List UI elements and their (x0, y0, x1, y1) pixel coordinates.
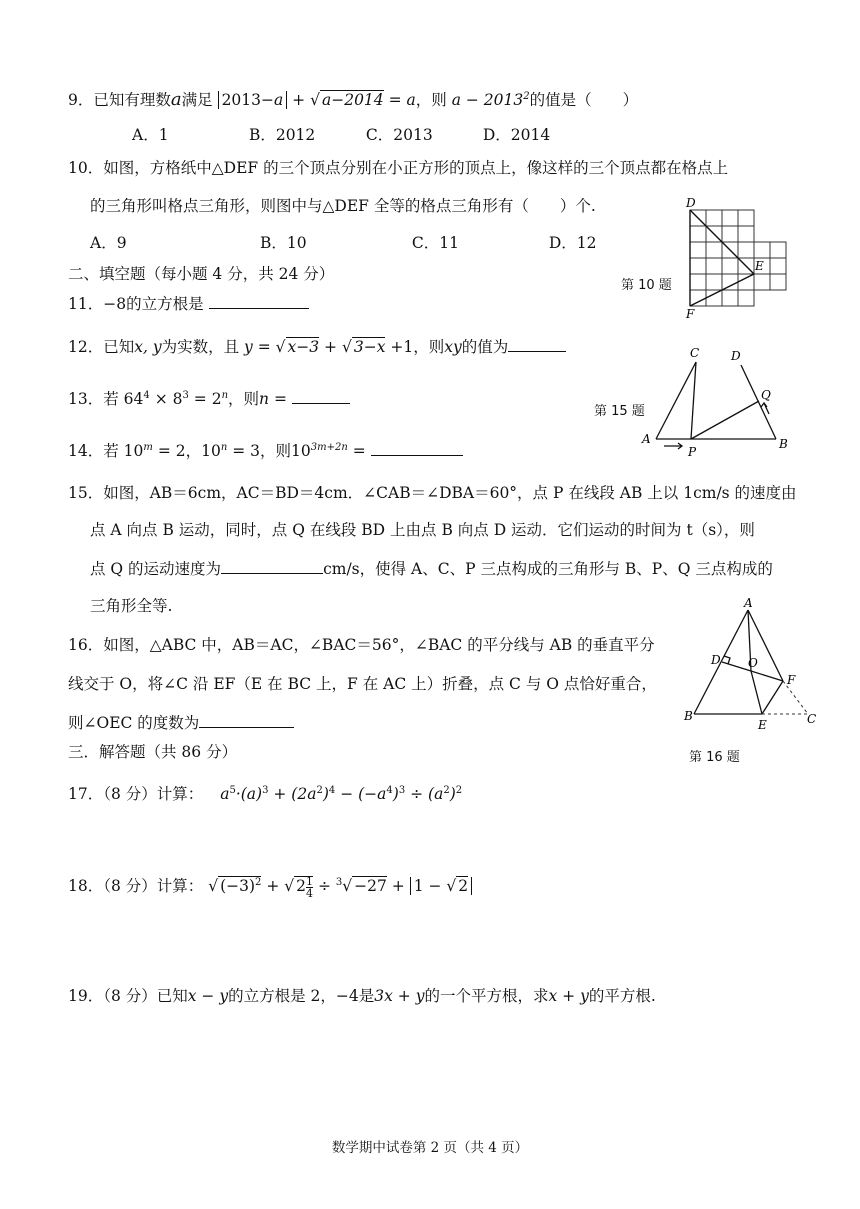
question-14: 14．若 $10^m = 2$，$10^n = 3$，则$10^{3m+2n}$ = (68, 437, 463, 462)
question-15-line1: 15．如图，AB＝6cm，AC＝BD＝4cm．∠CAB＝∠DBA＝60°，点 P 在线段 AB 上以 1cm/s 的速度由 (68, 484, 797, 502)
figure-10-grid (684, 196, 794, 320)
q15-answer-blank[interactable] (221, 557, 323, 574)
label-o: O (748, 656, 758, 670)
question-17: 17．（8 分）计算： $a^5\cdot(a)^3 + (2a^2)^4 - (-a^4)^3 \div (a^2)^2$ (68, 785, 463, 804)
figure-10-caption: 第 10 题 (621, 278, 672, 293)
question-10-line1: 10．如图，方格纸中△DEF 的三个顶点分别在小正方形的顶点上，像这样的三个顶点都在格点上 (68, 159, 729, 177)
question-12: 12．已知x, y为实数，且 y = √ x−3 + √ 3−x +1，则xy的值为 (68, 335, 566, 358)
q10-option-b: B．10 (259, 234, 307, 252)
q9-option-c: C．2013 (365, 126, 433, 144)
label-e: E (755, 259, 764, 273)
question-11: 11．−8的立方根是 (68, 292, 309, 315)
label-f: F (787, 673, 796, 687)
figure-16-caption: 第 16 题 (689, 750, 740, 765)
label-e: E (758, 718, 767, 732)
q9-target: $a - 2013^2$ (451, 91, 530, 110)
question-10-options (90, 232, 596, 254)
question-16-line3: 则∠OEC 的度数为 (68, 711, 294, 734)
label-c: C (690, 346, 700, 360)
figure-16-diagram (680, 596, 820, 734)
question-16-line1: 16．如图，△ABC 中，AB＝AC，∠BAC＝56°，∠BAC 的平分线与 AB 的垂直平分 (68, 636, 655, 654)
q18-expression: √ $(-3)^2$ + √ 2 $\frac{1}{4}$ ÷ $^3$√ −27 + 1 − √ 2 (208, 877, 472, 895)
page-footer: 数学期中试卷第 2 页（共 4 页） (331, 1140, 529, 1156)
question-16-line2: 线交于 O，将∠C 沿 EF（E 在 BC 上，F 在 AC 上）折叠，点 C 与 O 点恰好重合， (68, 675, 657, 693)
q12-expression: y = √ x−3 + √ 3−x +1 (244, 338, 414, 356)
q16-answer-blank[interactable] (199, 711, 294, 728)
label-b: B (779, 437, 788, 451)
label-c: C (807, 712, 817, 726)
question-15-line2: 点 A 向点 B 运动，同时，点 Q 在线段 BD 上由点 B 向点 D 运动．它们运动的时间为 t（s），则 (90, 521, 755, 539)
question-15-line3: 点 Q 的运动速度为 cm/s，使得 A、C、P 三点构成的三角形与 B、P、Q 三点构成的 (90, 557, 773, 580)
label-d: D (711, 653, 721, 667)
label-p: P (688, 445, 697, 459)
q13-answer-blank[interactable] (292, 387, 350, 404)
q17-expression: $a^5\cdot(a)^3 + (2a^2)^4 - (-a^4)^3 \div (a^2)^2$ (220, 785, 463, 804)
question-9-options (132, 124, 550, 146)
section-3-heading: 三．解答题（共 86 分） (68, 743, 238, 761)
figure-15-diagram (640, 343, 790, 461)
q10-option-a: A．9 (90, 234, 127, 252)
question-19: 19．（8 分）已知x − y的立方根是 2，−4是3x + y的一个平方根，求x + y的平方根. (68, 987, 656, 1005)
question-9-stem: 9．已知有理数a满足 2013−a + √ a−2014 = a，则 $a - 2013^2$的值是（ ） (68, 89, 639, 111)
section-2-heading: 二、填空题（每小题 4 分，共 24 分） (68, 265, 335, 283)
label-f: F (686, 307, 695, 320)
q9-option-d: D．2014 (482, 126, 551, 144)
label-a: A (744, 596, 753, 610)
q9-option-a: A．1 (132, 126, 169, 144)
q11-answer-blank[interactable] (209, 292, 309, 309)
question-15-line4: 三角形全等. (90, 597, 173, 615)
label-a: A (642, 432, 651, 446)
label-b: B (684, 709, 693, 723)
q9-expression: 2013−a + √ a−2014 = a (218, 90, 416, 109)
label-q: Q (761, 388, 771, 402)
q13-expression: $64^4 \times 8^3 = 2^n$ (123, 390, 229, 409)
q10-option-c: C．11 (411, 234, 459, 252)
figure-15-caption: 第 15 题 (594, 404, 645, 419)
question-18: 18．（8 分）计算： √ $(-3)^2$ + √ 2 $\frac{1}{4}$ ÷ $^3$√ −27 + 1 − √ 2 (68, 872, 472, 899)
label-d: D (686, 196, 696, 210)
q14-answer-blank[interactable] (371, 439, 463, 456)
q9-option-b: B．2012 (248, 126, 316, 144)
question-10-line2: 的三角形叫格点三角形，则图中与△DEF 全等的格点三角形有（ ）个. (90, 197, 596, 215)
label-d: D (731, 349, 741, 363)
q10-option-d: D．12 (548, 234, 597, 252)
q12-answer-blank[interactable] (508, 335, 566, 352)
question-13: 13．若 $64^4 \times 8^3 = 2^n$，则n = (68, 385, 350, 410)
